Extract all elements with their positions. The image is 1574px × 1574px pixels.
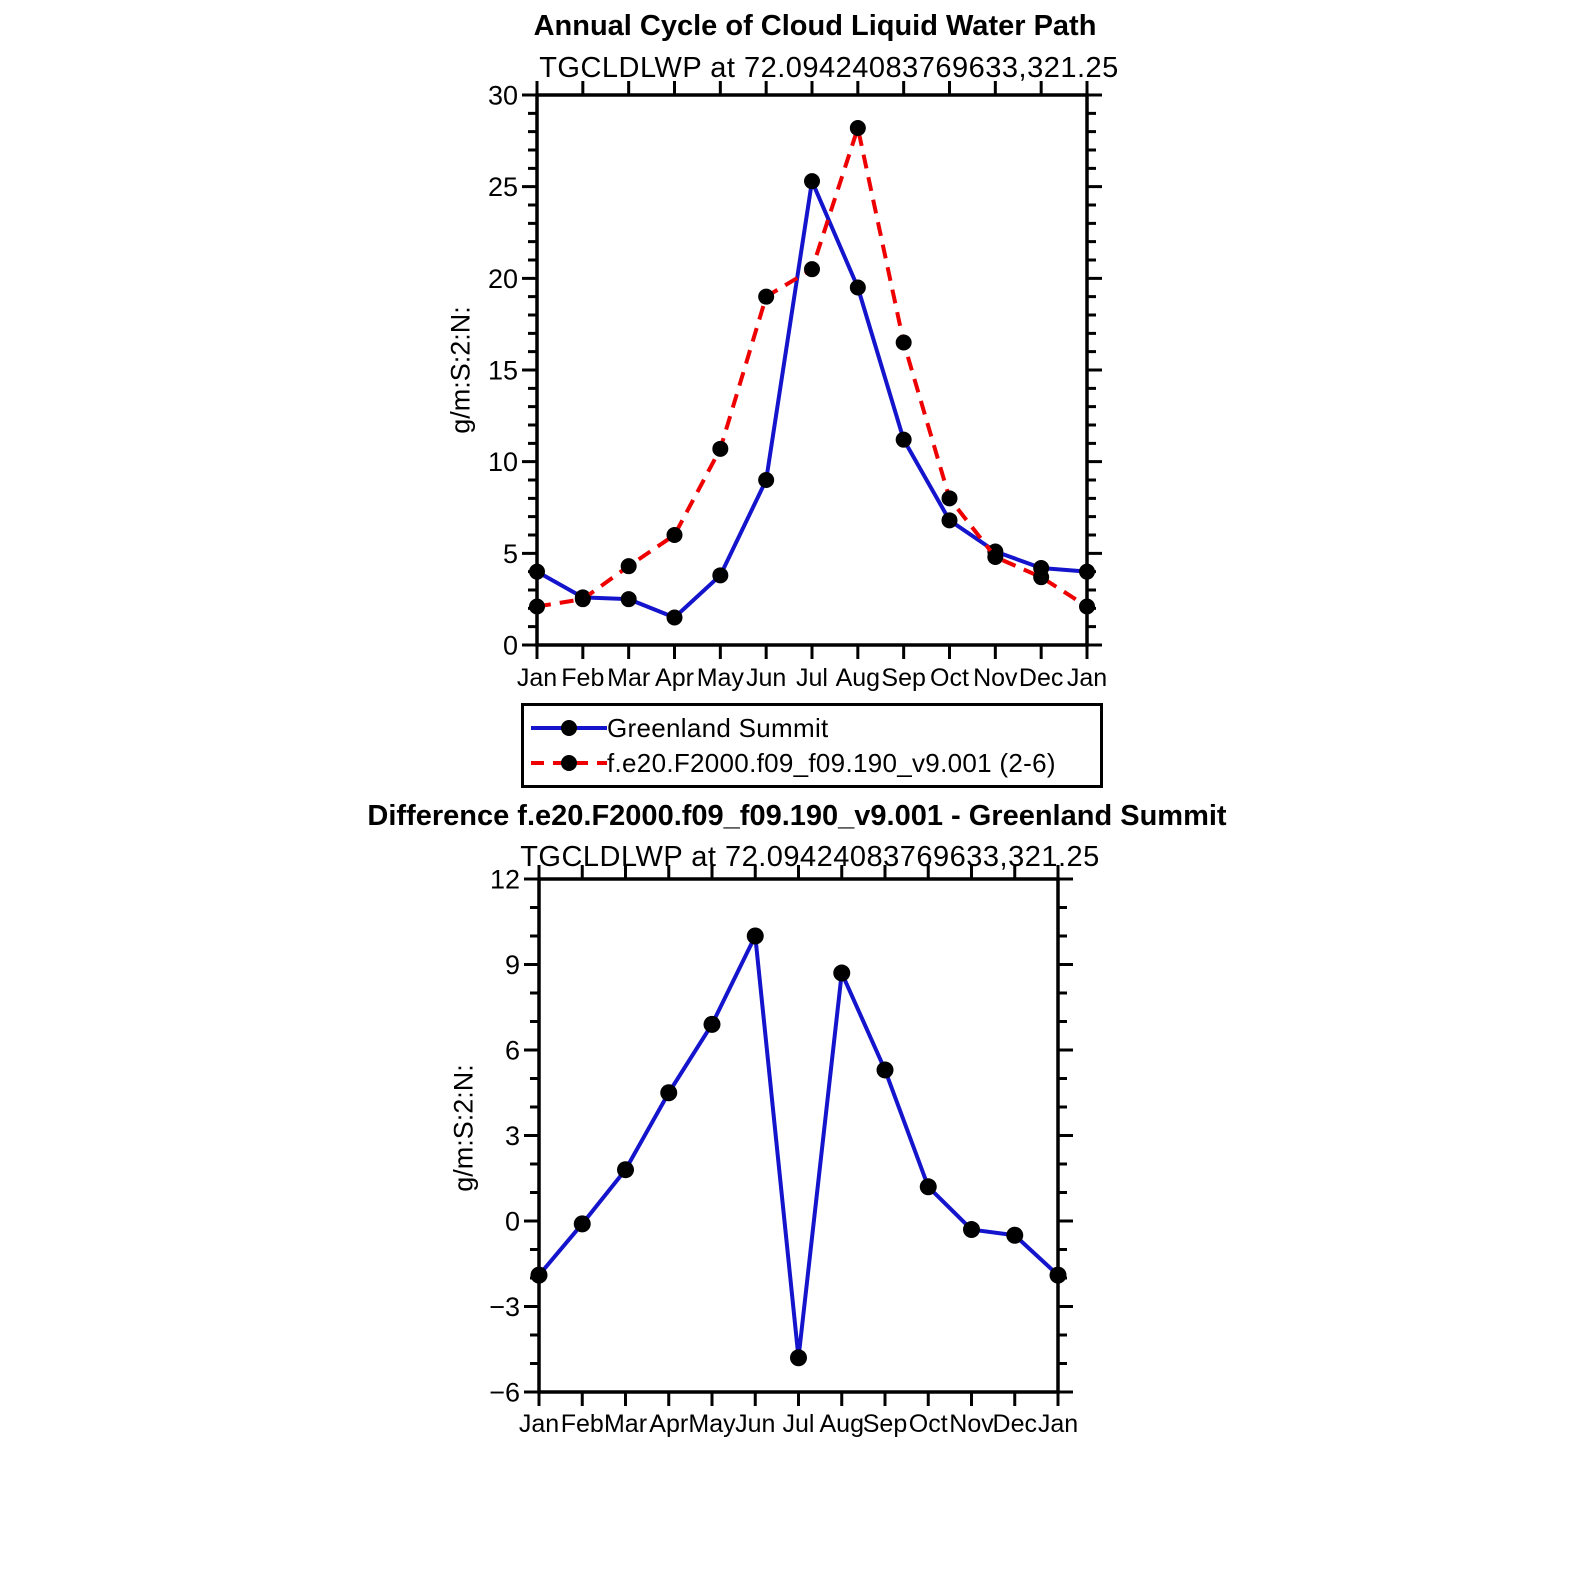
bottom-chart-x-tick-label: Jun <box>735 1410 776 1438</box>
bottom-chart-x-tick-label: Jul <box>782 1410 815 1438</box>
bottom-chart-plot-frame <box>539 879 1058 1392</box>
circle-marker-icon <box>561 720 577 736</box>
top-chart-series-0-marker <box>896 432 912 448</box>
bottom-chart-x-tick-label: Feb <box>560 1410 604 1438</box>
top-chart-y-tick-label: 5 <box>502 538 518 569</box>
top-chart-x-tick-label: Dec <box>1018 664 1064 692</box>
bottom-chart-x-tick-label: Mar <box>603 1410 648 1438</box>
top-chart-series-1-marker <box>1079 599 1095 615</box>
top-chart-y-tick-label: 15 <box>487 355 518 386</box>
top-chart-y-tick-label: 0 <box>502 630 518 661</box>
top-chart-y-axis-label: g/m:S:2:N: <box>445 306 476 434</box>
bottom-chart-series-0-marker <box>790 1349 807 1366</box>
top-chart-x-tick-label: Jul <box>796 664 828 692</box>
bottom-chart-y-tick-label: −6 <box>489 1377 520 1408</box>
bottom-chart-series-0-marker <box>747 928 764 945</box>
bottom-chart-series-0-marker <box>920 1178 937 1195</box>
top-chart-series-0-marker <box>1079 564 1095 580</box>
top-chart-series-1-marker <box>758 289 774 305</box>
top-chart-x-tick-label: Sep <box>881 664 926 692</box>
top-chart-x-tick-label: Oct <box>930 664 969 692</box>
bottom-chart-x-tick-label: Jan <box>1037 1410 1079 1438</box>
top-chart-series-1-marker <box>712 441 728 457</box>
top-chart-y-tick-label: 20 <box>487 263 518 294</box>
bottom-chart-y-tick-label: 6 <box>504 1035 520 1066</box>
top-chart-subtitle: TGCLDLWP at 72.09424083769633,321.25 <box>539 52 1119 84</box>
top-chart-series-1-marker <box>1033 569 1049 585</box>
top-chart-series-1-marker <box>850 120 866 136</box>
bottom-chart-series-0-marker <box>1006 1227 1023 1244</box>
top-chart-series-0-marker <box>942 512 958 528</box>
bottom-chart-x-tick-label: Sep <box>862 1410 908 1438</box>
top-chart-x-tick-label: Aug <box>835 664 881 692</box>
bottom-chart-y-tick-label: 0 <box>504 1206 520 1237</box>
bottom-chart-y-axis-label: g/m:S:2:N: <box>448 1064 479 1192</box>
top-chart-series-1-line <box>537 128 1087 607</box>
bottom-chart-y-tick-label: 12 <box>489 864 520 895</box>
bottom-chart-series-0-marker <box>574 1215 591 1232</box>
bottom-chart-series-0-marker <box>877 1061 894 1078</box>
top-chart-series-1-marker <box>621 558 637 574</box>
bottom-chart-series-0-marker <box>963 1221 980 1238</box>
top-chart-x-tick-label: Feb <box>561 664 605 692</box>
top-chart-x-tick-label: Jun <box>746 664 787 692</box>
bottom-chart-series-0-marker <box>1050 1267 1067 1284</box>
bottom-chart-x-tick-label: Aug <box>819 1410 864 1438</box>
legend-label-model: f.e20.F2000.f09_f09.190_v9.001 (2-6) <box>607 748 1056 778</box>
top-chart-axis-ticks <box>522 81 1102 659</box>
top-chart-series-0-marker <box>529 564 545 580</box>
bottom-chart-subtitle: TGCLDLWP at 72.09424083769633,321.25 <box>520 841 1100 873</box>
top-chart-series-1-marker <box>575 591 591 607</box>
bottom-chart-x-tick-label: Dec <box>992 1410 1037 1438</box>
top-chart-title: Annual Cycle of Cloud Liquid Water Path <box>533 10 1097 42</box>
top-chart-series-1-marker <box>896 335 912 351</box>
legend-label-observation: Greenland Summit <box>607 713 829 743</box>
bottom-chart-series-0-line <box>539 936 1058 1358</box>
top-chart-x-tick-label: Apr <box>655 664 694 692</box>
bottom-chart-x-tick-label: Apr <box>649 1410 689 1438</box>
top-chart-series-0-marker <box>712 567 728 583</box>
top-chart-series-0-marker <box>804 173 820 189</box>
legend-item-model <box>531 750 1100 776</box>
legend <box>521 703 1103 788</box>
top-chart-x-tick-label: Jan <box>516 664 558 692</box>
solid-line-swatch-icon <box>531 726 607 730</box>
bottom-chart-x-tick-label: May <box>688 1410 736 1438</box>
bottom-chart <box>489 865 1078 1439</box>
bottom-chart-x-tick-label: Jan <box>518 1410 560 1438</box>
top-chart-x-tick-label: Mar <box>607 664 651 692</box>
top-chart-x-tick-label: Jan <box>1066 664 1108 692</box>
bottom-chart-series-0-marker <box>704 1016 721 1033</box>
top-chart-series-1-marker <box>804 261 820 277</box>
bottom-chart-y-tick-label: 3 <box>504 1121 520 1151</box>
bottom-chart-y-tick-label: 9 <box>504 950 520 980</box>
top-chart-series-1-marker <box>667 527 683 543</box>
top-chart-y-tick-label: 10 <box>487 447 518 478</box>
top-chart-series-0-marker <box>850 280 866 296</box>
bottom-chart-series-0-marker <box>833 965 850 982</box>
top-chart-series-1-marker <box>987 549 1003 565</box>
top-chart-x-tick-label: Nov <box>973 664 1018 692</box>
bottom-chart-series-0-marker <box>617 1161 634 1178</box>
circle-marker-icon <box>561 755 577 771</box>
top-chart-series-0-marker <box>667 610 683 626</box>
top-chart-y-tick-label: 25 <box>487 172 518 203</box>
bottom-chart-y-tick-label: −3 <box>489 1292 520 1322</box>
bottom-chart-series-0-marker <box>531 1267 548 1284</box>
bottom-chart-axis-ticks <box>524 865 1073 1406</box>
top-chart-series-0-line <box>537 181 1087 617</box>
bottom-chart-title: Difference f.e20.F2000.f09_f09.190_v9.001 - Greenland Summit <box>367 800 1227 832</box>
dashed-line-swatch-icon <box>531 761 607 765</box>
top-chart-x-tick-label: May <box>696 664 744 692</box>
top-chart-series-0-marker <box>621 591 637 607</box>
top-chart-series-0-marker <box>758 472 774 488</box>
top-chart <box>488 81 1107 693</box>
legend-item-observation <box>531 715 1100 741</box>
top-chart-y-tick-label: 30 <box>487 80 518 111</box>
bottom-chart-x-tick-label: Oct <box>908 1410 948 1438</box>
top-chart-series-1-marker <box>529 599 545 615</box>
top-chart-series-1-marker <box>942 490 958 506</box>
bottom-chart-x-tick-label: Nov <box>949 1410 994 1438</box>
bottom-chart-series-0-marker <box>660 1084 677 1101</box>
